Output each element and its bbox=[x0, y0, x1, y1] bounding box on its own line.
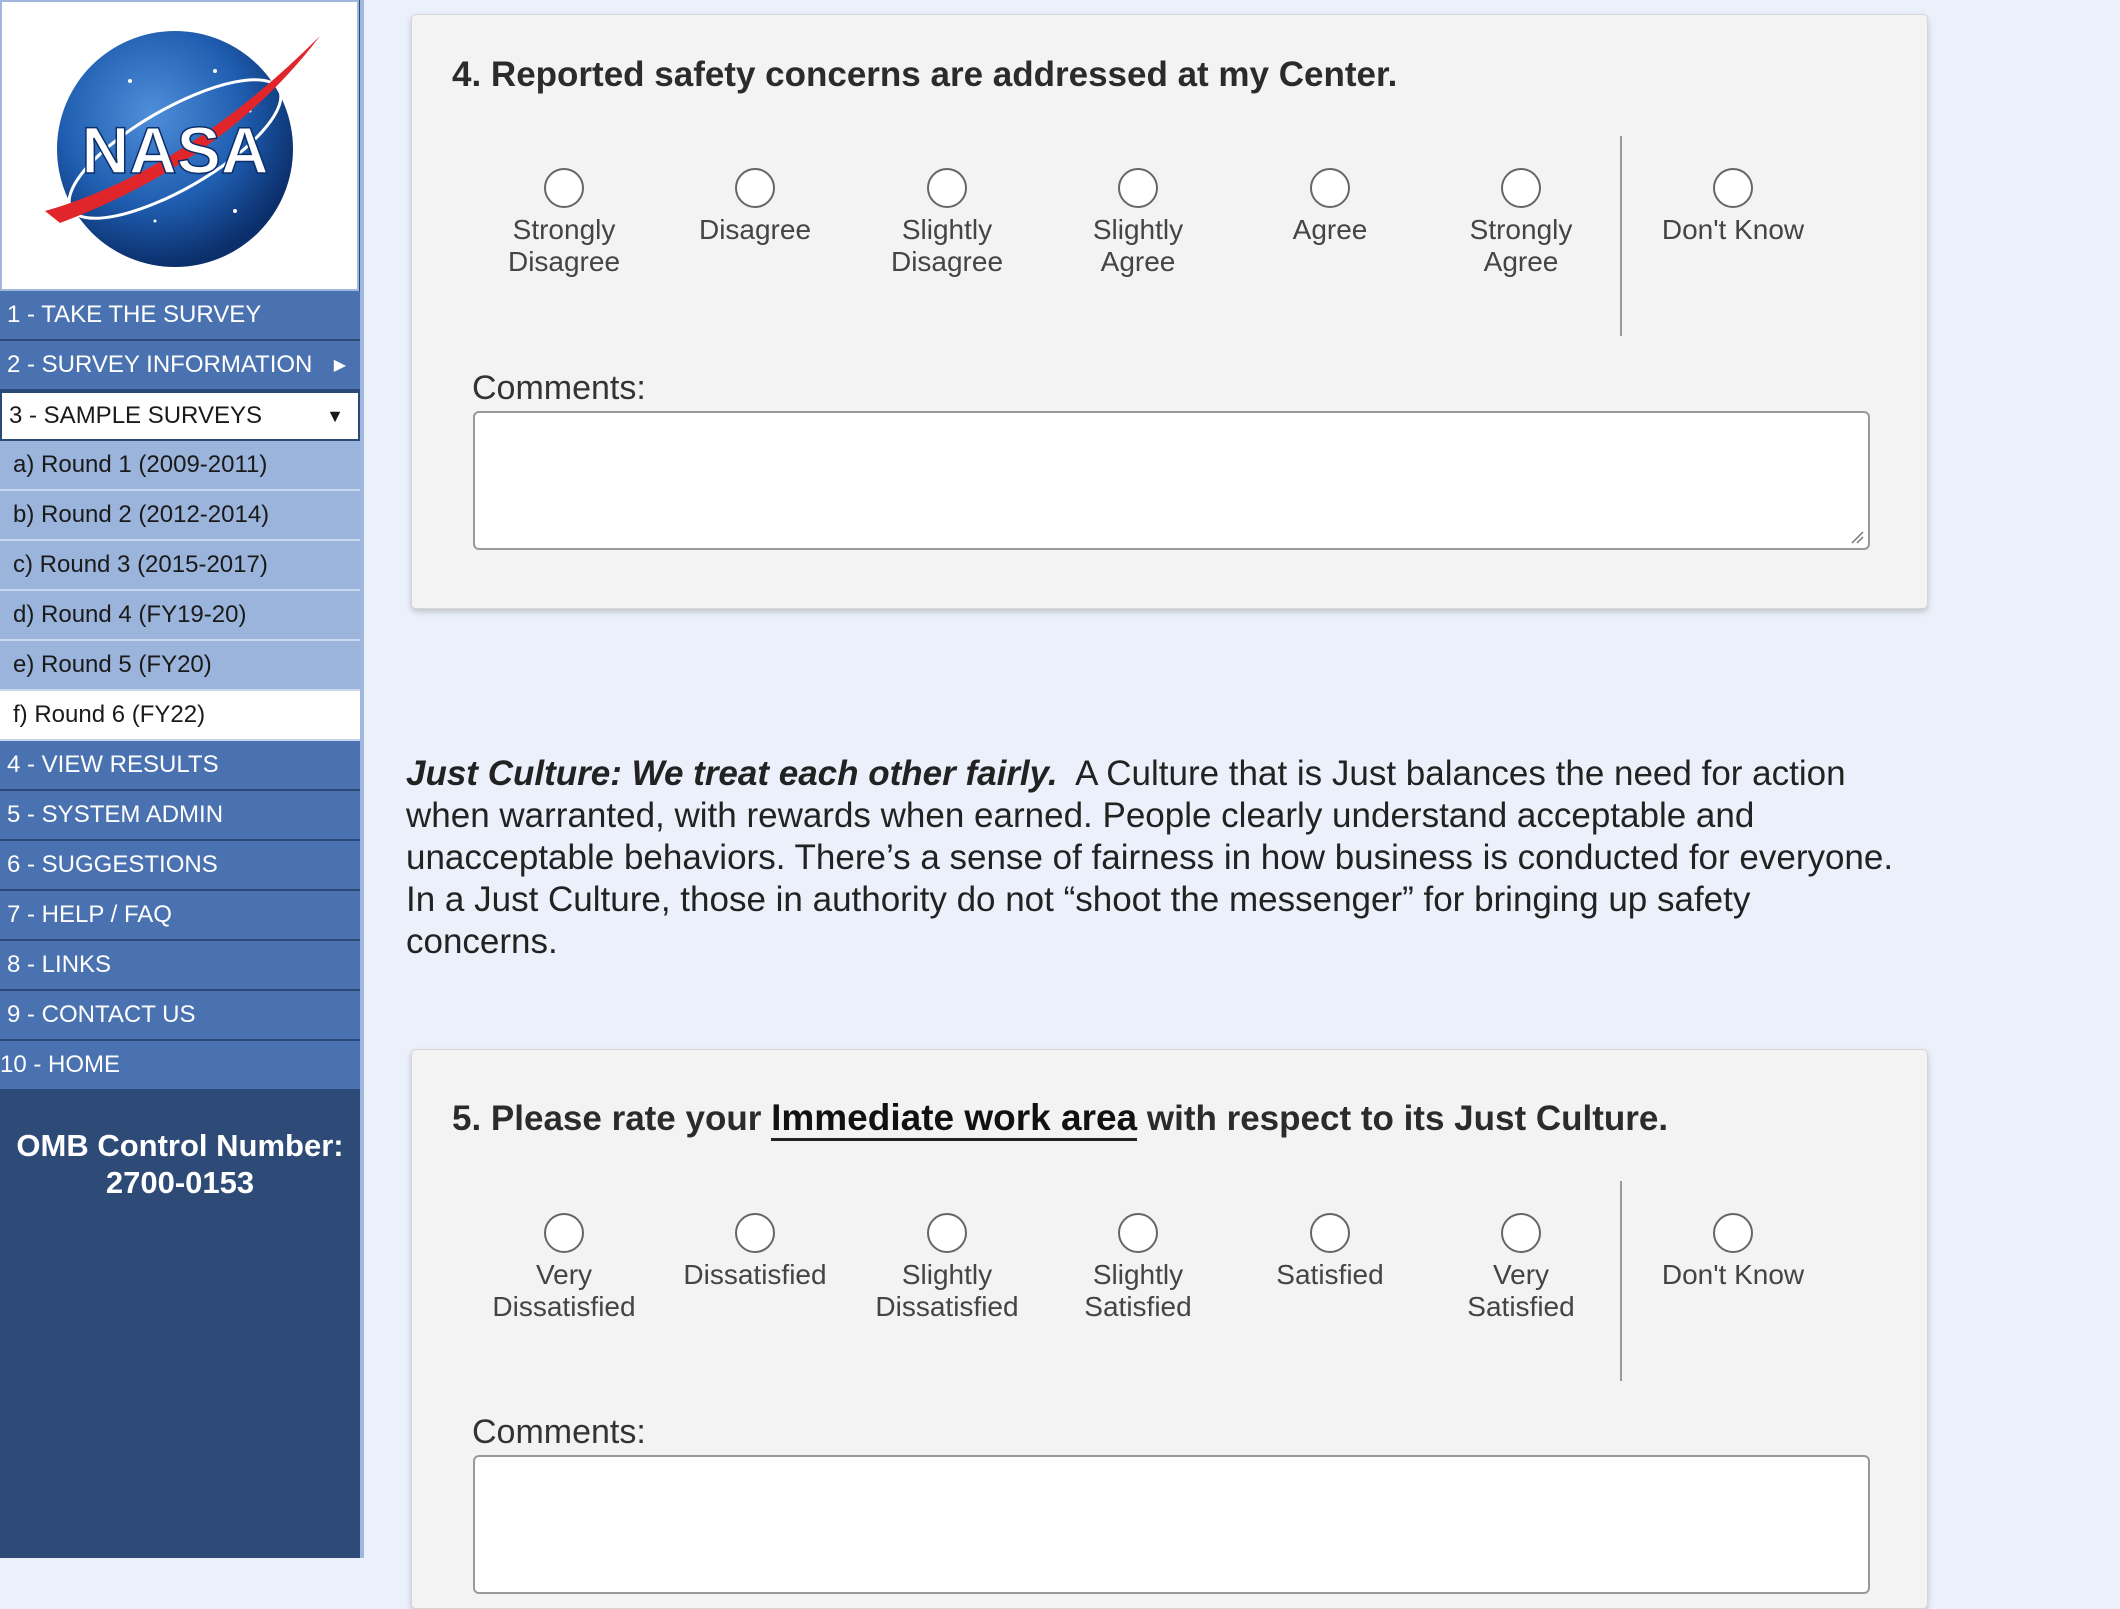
nav-sub-label: b) Round 2 (2012-2014) bbox=[13, 501, 270, 528]
nav-label: 4 - VIEW RESULTS bbox=[7, 751, 219, 778]
q4-option-slightly-disagree[interactable] bbox=[867, 168, 1027, 278]
radio-button[interactable] bbox=[1310, 1213, 1350, 1253]
chevron-down-icon: ▼ bbox=[326, 405, 344, 426]
just-culture-description bbox=[406, 753, 1906, 963]
q5-option-satisfied[interactable] bbox=[1250, 1213, 1410, 1291]
radio-button[interactable] bbox=[544, 168, 584, 208]
nav-system-admin[interactable] bbox=[0, 791, 360, 841]
options-divider bbox=[1620, 1181, 1622, 1381]
question-4-card bbox=[411, 14, 1928, 609]
question-4-title: 4. Reported safety concerns are addressed at my Center. bbox=[452, 55, 1398, 94]
nav-label: 6 - SUGGESTIONS bbox=[7, 851, 218, 878]
option-label: Disagree bbox=[890, 246, 1004, 277]
nav-label: 7 - HELP / FAQ bbox=[7, 901, 172, 928]
q5-option-dont-know[interactable] bbox=[1653, 1213, 1813, 1291]
nav-sub-label: c) Round 3 (2015-2017) bbox=[13, 551, 268, 578]
radio-button[interactable] bbox=[927, 1213, 967, 1253]
omb-number: 2700-0153 bbox=[105, 1165, 255, 1200]
nav-help-faq[interactable] bbox=[0, 891, 360, 941]
nav-sub-round-4[interactable] bbox=[0, 591, 360, 641]
option-label: Very bbox=[535, 1259, 593, 1290]
option-label: Satisfied bbox=[1276, 1259, 1384, 1290]
omb-control-number bbox=[0, 1127, 360, 1201]
radio-button[interactable] bbox=[735, 168, 775, 208]
q5-comments-textarea[interactable] bbox=[473, 1455, 1870, 1594]
q4-option-strongly-disagree[interactable] bbox=[484, 168, 644, 278]
option-label: Agree bbox=[1483, 246, 1559, 277]
question-5-card bbox=[411, 1049, 1928, 1609]
q4-option-disagree[interactable] bbox=[675, 168, 835, 246]
option-label: Satisfied bbox=[1467, 1291, 1575, 1322]
q4-comments-label: Comments: bbox=[472, 369, 646, 407]
question-5-title bbox=[452, 1097, 1668, 1139]
option-label: Dissatisfied bbox=[492, 1291, 636, 1322]
q5-option-very-dissatisfied[interactable] bbox=[484, 1213, 644, 1323]
nav-sub-label: d) Round 4 (FY19-20) bbox=[13, 601, 247, 628]
option-label: Slightly bbox=[1092, 214, 1184, 245]
nav-take-survey[interactable] bbox=[0, 291, 360, 341]
chevron-right-icon: ▶ bbox=[333, 357, 346, 374]
nav-sub-label: a) Round 1 (2009-2011) bbox=[13, 451, 268, 478]
option-label: Don't Know bbox=[1661, 1259, 1805, 1290]
option-label: Slightly bbox=[901, 1259, 993, 1290]
nav-view-results[interactable] bbox=[0, 741, 360, 791]
nav-label: 5 - SYSTEM ADMIN bbox=[7, 801, 224, 828]
q5-title-emphasis: Immediate work area bbox=[771, 1097, 1137, 1141]
option-label: Don't Know bbox=[1661, 214, 1805, 245]
q4-option-strongly-agree[interactable] bbox=[1441, 168, 1601, 278]
option-label: Strongly bbox=[1469, 214, 1573, 245]
option-label: Dissatisfied bbox=[875, 1291, 1019, 1322]
q5-option-slightly-dissatisfied[interactable] bbox=[867, 1213, 1027, 1323]
radio-button[interactable] bbox=[1118, 1213, 1158, 1253]
nav-label: 3 - SAMPLE SURVEYS bbox=[9, 402, 262, 429]
q5-title-suffix: with respect to its Just Culture. bbox=[1146, 1099, 1669, 1138]
nav-sub-round-2[interactable] bbox=[0, 491, 360, 541]
option-label: Disagree bbox=[507, 246, 621, 277]
nav-label: 1 - TAKE THE SURVEY bbox=[7, 301, 262, 328]
nasa-meatball-icon bbox=[35, 11, 325, 281]
nav-contact-us[interactable] bbox=[0, 991, 360, 1041]
option-label: Very bbox=[1492, 1259, 1550, 1290]
q5-option-very-satisfied[interactable] bbox=[1441, 1213, 1601, 1323]
nav-links[interactable] bbox=[0, 941, 360, 991]
q4-option-slightly-agree[interactable] bbox=[1058, 168, 1218, 278]
radio-button[interactable] bbox=[1713, 168, 1753, 208]
option-label: Agree bbox=[1292, 214, 1368, 245]
just-culture-heading: Just Culture: We treat each other fairly. bbox=[406, 754, 1058, 793]
q5-option-dissatisfied[interactable] bbox=[675, 1213, 835, 1291]
radio-button[interactable] bbox=[1713, 1213, 1753, 1253]
q5-title-prefix: 5. Please rate your bbox=[452, 1099, 762, 1138]
nav-label: 8 - LINKS bbox=[7, 951, 112, 978]
nasa-logo[interactable] bbox=[0, 0, 359, 291]
nav-sub-round-1[interactable] bbox=[0, 441, 360, 491]
nav-label: 10 - HOME bbox=[0, 1051, 121, 1078]
omb-label: OMB Control Number: bbox=[16, 1128, 344, 1163]
nav-sub-label: e) Round 5 (FY20) bbox=[13, 651, 212, 678]
nav-sample-surveys[interactable] bbox=[0, 391, 360, 441]
option-label: Disagree bbox=[698, 214, 812, 245]
sidebar bbox=[0, 0, 364, 1558]
nav-sub-round-6[interactable] bbox=[0, 691, 360, 741]
radio-button[interactable] bbox=[927, 168, 967, 208]
option-label: Strongly bbox=[512, 214, 616, 245]
q4-comments-textarea[interactable] bbox=[473, 411, 1870, 550]
nav-sub-label: f) Round 6 (FY22) bbox=[13, 701, 206, 728]
q4-option-agree[interactable] bbox=[1250, 168, 1410, 246]
sidebar-nav bbox=[0, 291, 360, 1091]
option-label: Slightly bbox=[1092, 1259, 1184, 1290]
nav-label: 2 - SURVEY INFORMATION bbox=[7, 351, 313, 378]
radio-button[interactable] bbox=[1501, 1213, 1541, 1253]
radio-button[interactable] bbox=[1501, 168, 1541, 208]
just-culture-body: A Culture that is Just balances the need for action when warranted, with rewards when earned. People clearly understand acceptable and unacceptable behaviors. There’s a sense of fairness in how business is conducted for everyone. In a Just Culture, those in authority do not “shoot the messenger” for bringing up safety concerns. bbox=[406, 754, 1894, 961]
nav-survey-information[interactable] bbox=[0, 341, 360, 391]
radio-button[interactable] bbox=[544, 1213, 584, 1253]
option-label: Agree bbox=[1100, 246, 1176, 277]
nav-label: 9 - CONTACT US bbox=[7, 1001, 196, 1028]
q5-comments-label: Comments: bbox=[472, 1413, 646, 1451]
option-label: Dissatisfied bbox=[683, 1259, 827, 1290]
options-divider bbox=[1620, 136, 1622, 336]
radio-button[interactable] bbox=[735, 1213, 775, 1253]
option-label: Slightly bbox=[901, 214, 993, 245]
logo-text: NASA bbox=[80, 112, 269, 187]
radio-button[interactable] bbox=[1310, 168, 1350, 208]
nav-suggestions[interactable] bbox=[0, 841, 360, 891]
nav-sub-round-5[interactable] bbox=[0, 641, 360, 691]
resize-grip-icon[interactable] bbox=[1850, 530, 1864, 544]
q5-option-slightly-satisfied[interactable] bbox=[1058, 1213, 1218, 1323]
radio-button[interactable] bbox=[1118, 168, 1158, 208]
nav-home[interactable] bbox=[0, 1041, 360, 1091]
option-label: Satisfied bbox=[1084, 1291, 1192, 1322]
nav-sub-round-3[interactable] bbox=[0, 541, 360, 591]
q4-option-dont-know[interactable] bbox=[1653, 168, 1813, 246]
